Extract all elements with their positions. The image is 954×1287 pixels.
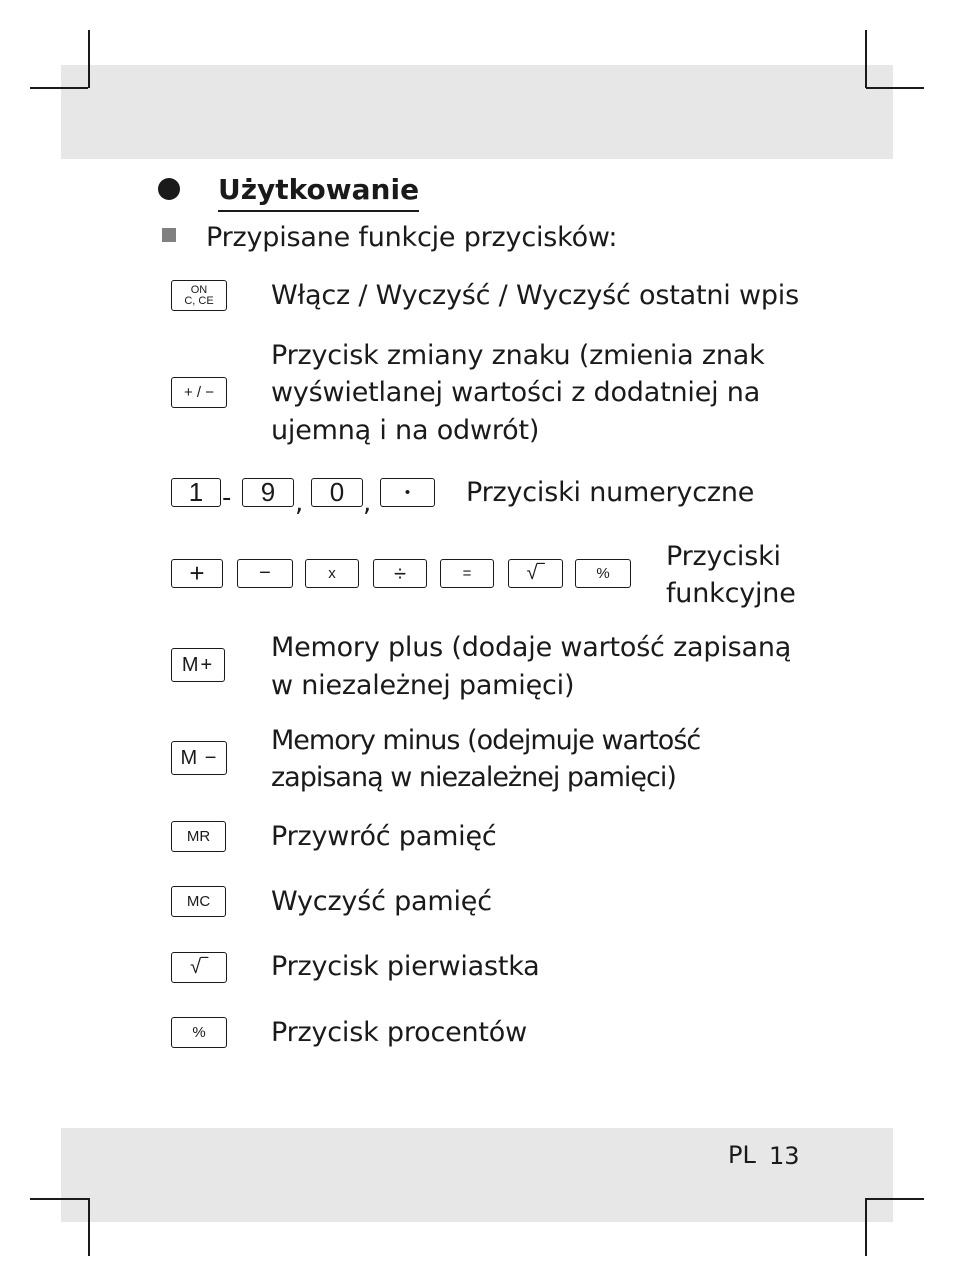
plus-key: + [171,559,223,588]
crop-mark-tr-h [866,87,924,89]
footer-language: PL [728,1141,756,1169]
crop-mark-br-h [866,1198,924,1200]
minus-key: − [237,559,293,588]
numeric-comma-1: , [295,488,304,518]
square-bullet-icon [162,228,176,242]
section-bullet-icon [158,178,180,200]
numeric-key-9: 9 [242,478,294,507]
function-description-line1: Przyciski [666,541,781,572]
on-key-label: ON [190,283,208,296]
crop-mark-br-v [865,1198,867,1256]
memory-clear-key: MC [171,886,226,917]
function-description-line2: funkcyjne [666,578,796,609]
crop-mark-tl-h [30,87,88,89]
header-band [61,65,893,159]
multiply-key: x [305,559,359,588]
divide-key: ÷ [373,559,427,588]
numeric-comma-2: , [363,488,372,518]
square-root-key: √‾ [171,952,227,983]
crop-mark-tr-v [865,30,867,88]
memory-recall-key: MR [171,821,226,852]
on-clear-description: Włącz / Wyczyść / Wyczyść ostatni wpis [271,280,799,311]
sign-key: + / − [171,377,227,408]
memory-plus-key: M+ [171,648,225,682]
section-subtitle: Przypisane funkcje przycisków: [206,222,618,253]
percent-description: Przycisk procentów [271,1017,528,1048]
square-root-function-key: √‾ [508,559,563,588]
memory-minus-description-line1: Memory minus (odejmuje wartość [271,725,701,756]
clear-key-label: C, CE [184,294,214,307]
crop-mark-bl-v [88,1198,90,1256]
square-root-description: Przycisk pierwiastka [271,951,540,982]
numeric-key-1: 1 [171,478,221,507]
crop-mark-bl-h [30,1198,88,1200]
numeric-description: Przyciski numeryczne [466,477,755,508]
memory-clear-description: Wyczyść pamięć [271,886,492,917]
crop-mark-tl-v [88,30,90,88]
numeric-key-0: 0 [311,478,363,507]
footer-page-number: 13 [769,1142,800,1170]
numeric-dash: - [222,483,232,513]
memory-recall-description: Przywróć pamięć [271,821,497,852]
memory-minus-description-line2: zapisaną w niezależnej pamięci) [271,762,676,793]
decimal-point-key: • [380,478,435,507]
sign-description-line2: wyświetlanej wartości z dodatniej na [271,377,761,408]
section-title: Użytkowanie [218,170,419,212]
sign-description-line3: ujemną i na odwrót) [271,415,540,446]
percent-function-key: % [575,559,631,588]
on-clear-key [171,280,227,311]
percent-key: % [171,1017,227,1048]
memory-plus-description-line1: Memory plus (dodaje wartość zapisaną [271,632,792,663]
equals-key: = [440,559,494,588]
sign-description-line1: Przycisk zmiany znaku (zmienia znak [271,340,765,371]
memory-plus-description-line2: w niezależnej pamięci) [271,670,575,701]
memory-minus-key: M − [171,741,227,775]
